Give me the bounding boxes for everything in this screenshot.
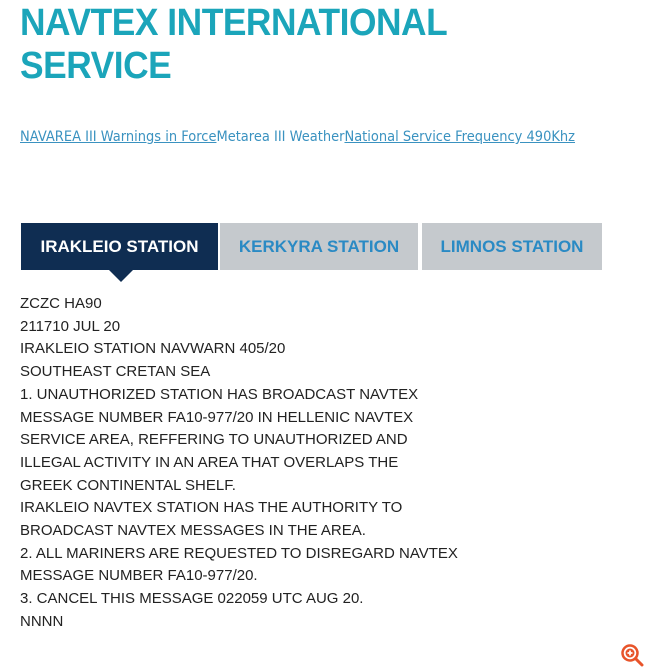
link-metarea-weather[interactable]: Metarea III Weather xyxy=(216,129,345,145)
zoom-in-icon[interactable] xyxy=(620,643,644,667)
nav-links xyxy=(20,129,575,145)
message-line: MESSAGE NUMBER FA10-977/20 IN HELLENIC NAVTEX xyxy=(20,408,414,426)
page-title: NAVTEX INTERNATIONAL SERVICE xyxy=(20,2,447,87)
link-navarea-warnings[interactable]: NAVAREA III Warnings in Force xyxy=(20,129,217,145)
message-line: 2. ALL MARINERS ARE REQUESTED TO DISREGARD NAVTEX xyxy=(20,544,458,562)
message-line: MESSAGE NUMBER FA10-977/20. xyxy=(20,567,258,585)
message-line: ILLEGAL ACTIVITY IN AN AREA THAT OVERLAPS THE xyxy=(20,453,399,471)
tab-kerkyra[interactable]: KERKYRA STATION xyxy=(220,223,418,270)
message-line: NNNN xyxy=(20,612,64,630)
navtex-message xyxy=(20,293,458,634)
message-line: 1. UNAUTHORIZED STATION HAS BROADCAST NAVTEX xyxy=(20,385,419,403)
message-line: 3. CANCEL THIS MESSAGE 022059 UTC AUG 20. xyxy=(20,590,364,608)
message-line: SOUTHEAST CRETAN SEA xyxy=(20,363,211,381)
message-line: IRAKLEIO STATION NAVWARN 405/20 xyxy=(20,340,286,358)
message-line: GREEK CONTINENTAL SHELF. xyxy=(20,476,236,494)
message-line: ZCZC HA90 xyxy=(20,295,102,312)
message-line: 211710 JUL 20 xyxy=(20,317,121,335)
tab-limnos[interactable]: LIMNOS STATION xyxy=(422,223,602,270)
message-line: SERVICE AREA, REFFERING TO UNAUTHORIZED AND xyxy=(20,431,408,449)
tab-irakleio[interactable]: IRAKLEIO STATION xyxy=(21,223,218,270)
message-line: BROADCAST NAVTEX MESSAGES IN THE AREA. xyxy=(20,522,366,540)
link-national-service[interactable]: National Service Frequency 490Khz xyxy=(344,129,576,145)
message-line: IRAKLEIO NAVTEX STATION HAS THE AUTHORITY TO xyxy=(20,499,403,517)
